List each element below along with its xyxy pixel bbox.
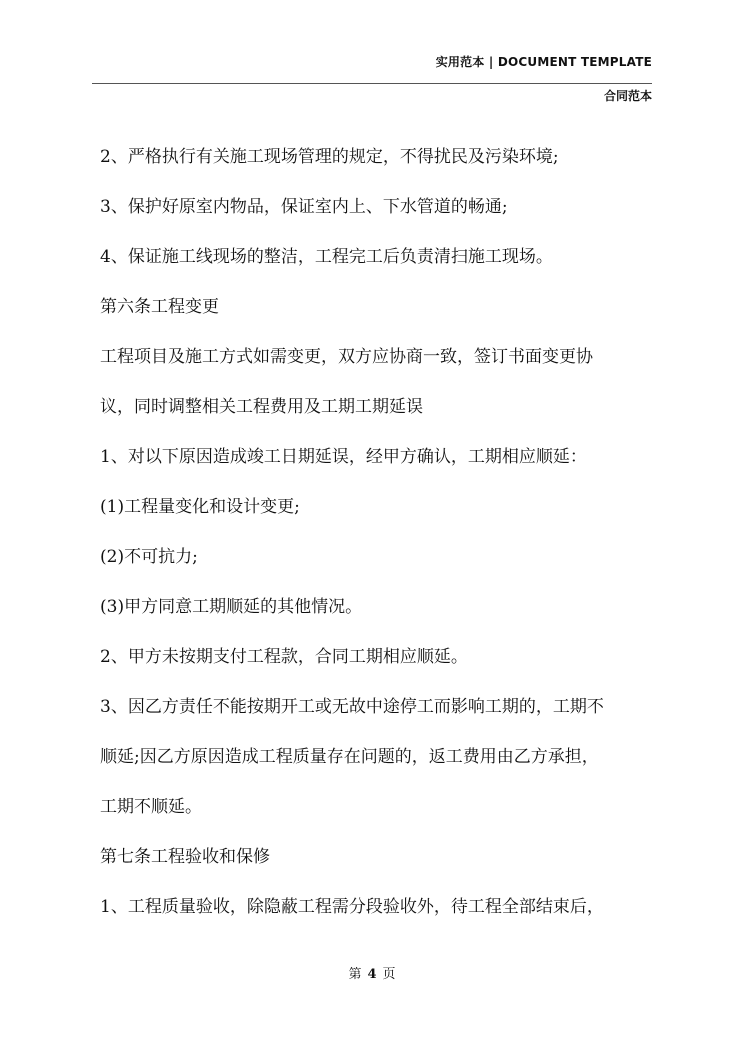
paragraph-line: 1、工程质量验收，除隐蔽工程需分段验收外，待工程全部结束后， (100, 897, 604, 917)
paragraph-line: (3)甲方同意工期顺延的其他情况。 (100, 597, 363, 617)
page-number: 4 (367, 967, 377, 982)
paragraph-line: 3、因乙方责任不能按期开工或无故中途停工而影响工期的，工期不 (100, 697, 604, 717)
paragraph-line: 2、甲方未按期支付工程款，合同工期相应顺延。 (100, 647, 468, 667)
section-heading: 第六条工程变更 (100, 297, 219, 317)
paragraph-line: 4、保证施工线现场的整洁，工程完工后负责清扫施工现场。 (100, 247, 553, 267)
page-suffix: 页 (382, 967, 396, 982)
paragraph-line: 1、对以下原因造成竣工日期延误，经甲方确认，工期相应顺延： (100, 447, 587, 467)
paragraph-line: 3、保护好原室内物品，保证室内上、下水管道的畅通; (100, 197, 508, 217)
header-divider (92, 83, 652, 84)
header-subtitle: 合同范本 (603, 89, 652, 103)
page-footer (0, 963, 744, 982)
paragraph-line: 顺延;因乙方原因造成工程质量存在问题的，返工费用由乙方承担， (100, 747, 599, 767)
paragraph-line: 2、严格执行有关施工现场管理的规定，不得扰民及污染环境; (100, 147, 559, 167)
document-body (100, 132, 660, 932)
paragraph-line: (2)不可抗力; (100, 547, 198, 567)
paragraph-line: (1)工程量变化和设计变更; (100, 497, 300, 517)
header-title: 实用范本 | DOCUMENT TEMPLATE (435, 55, 652, 69)
paragraph-line: 工程项目及施工方式如需变更，双方应协商一致，签订书面变更协 (100, 347, 593, 367)
paragraph-line: 议，同时调整相关工程费用及工期工期延误 (100, 397, 423, 417)
page-prefix: 第 (348, 967, 362, 982)
section-heading: 第七条工程验收和保修 (100, 847, 270, 867)
paragraph-line: 工期不顺延。 (100, 797, 202, 817)
